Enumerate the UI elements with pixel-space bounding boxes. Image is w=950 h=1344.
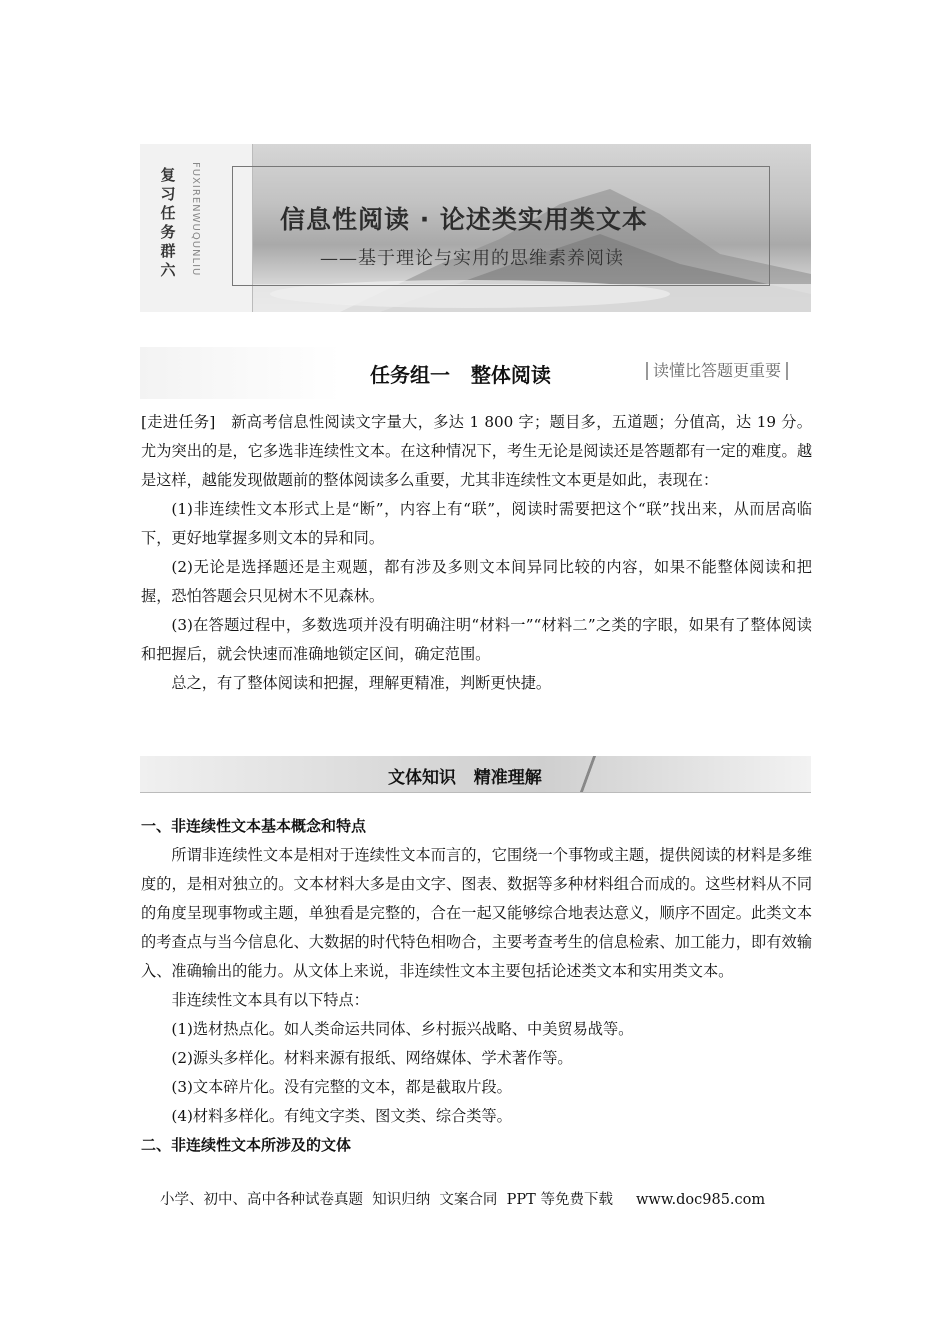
part2-heading: 二、非连续性文本所涉及的文体 <box>141 1136 352 1154</box>
intro-block <box>141 408 812 698</box>
section-title: 文体知识 精准理解 <box>388 768 542 788</box>
part1-block <box>141 812 812 1160</box>
banner-vertical-en: FUXIRENWUQUNLIU <box>190 162 201 277</box>
part1-heading: 一、非连续性文本基本概念和特点 <box>141 817 367 835</box>
page-footer: 小学、初中、高中各种试卷真题 知识归纳 文案合同 PPT 等免费下载 www.doc985.com <box>160 1192 766 1208</box>
features-intro: 非连续性文本具有以下特点： <box>171 991 369 1009</box>
intro-text: 新高考信息性阅读文字量大，多达 1 800 字；题目多，五道题；分值高，达 19 分。尤为突出的是，它多选非连续性文本。在这种情况下，考生无论是阅读还是答题都有一定的难度。越是这样，越能发现做题前的整体阅读多么重要，尤其非连续性文本更是如此，表现在： <box>141 413 812 489</box>
feature-item: (1)选材热点化。如人类命运共同体、乡村振兴战略、中美贸易战等。 <box>171 1020 634 1038</box>
intro-label: [走进任务] <box>141 413 216 431</box>
intro-point: (3)在答题过程中，多数选项并没有明确注明“材料一”“材料二”之类的字眼，如果有了整体阅读和把握后，就会快速而准确地锁定区间，确定范围。 <box>141 616 812 663</box>
feature-item: (4)材料多样化。有纯文字类、图文类、综合类等。 <box>171 1107 512 1125</box>
section-slash-decoration <box>578 756 598 792</box>
feature-item: (3)文本碎片化。没有完整的文本，都是截取片段。 <box>171 1078 512 1096</box>
intro-paragraph <box>141 408 812 495</box>
intro-summary: 总之，有了整体阅读和把握，理解更精准，判断更快捷。 <box>171 674 552 692</box>
section-banner <box>140 756 811 793</box>
intro-point: (1)非连续性文本形式上是“断”，内容上有“联”，阅读时需要把这个“联”找出来，从而居高临下，更好地掌握多则文本的异和同。 <box>141 500 812 547</box>
task-group-tag: 读懂比答题更重要 <box>646 362 788 380</box>
part1-paragraph: 所谓非连续性文本是相对于连续性文本而言的，它围绕一个事物或主题，提供阅读的材料是多维度的，是相对独立的。文本材料大多是由文字、图表、数据等多种材料组合而成的。这些材料从不同的角度呈现事物或主题，单独看是完整的，合在一起又能够综合地表达意义，顺序不固定。此类文本的考查点与当今信息化、大数据的时代特色相吻合，主要考查考生的信息检索、加工能力，即有效输入、准确输出的能力。从文体上来说，非连续性文本主要包括论述类文本和实用类文本。 <box>141 846 812 980</box>
chapter-title: 信息性阅读 · 论述类实用类文本 <box>280 205 648 234</box>
chapter-subtitle: ——基于理论与实用的思维素养阅读 <box>320 248 624 269</box>
banner-vertical-cn: 复习任务群六 <box>160 166 176 279</box>
task-group-header <box>140 347 811 399</box>
task-group-title: 任务组一 整体阅读 <box>370 363 551 387</box>
feature-item: (2)源头多样化。材料来源有报纸、网络媒体、学术著作等。 <box>171 1049 573 1067</box>
chapter-banner <box>140 144 811 312</box>
intro-point: (2)无论是选择题还是主观题，都有涉及多则文本间异同比较的内容，如果不能整体阅读和把握，恐怕答题会只见树木不见森林。 <box>141 558 812 605</box>
